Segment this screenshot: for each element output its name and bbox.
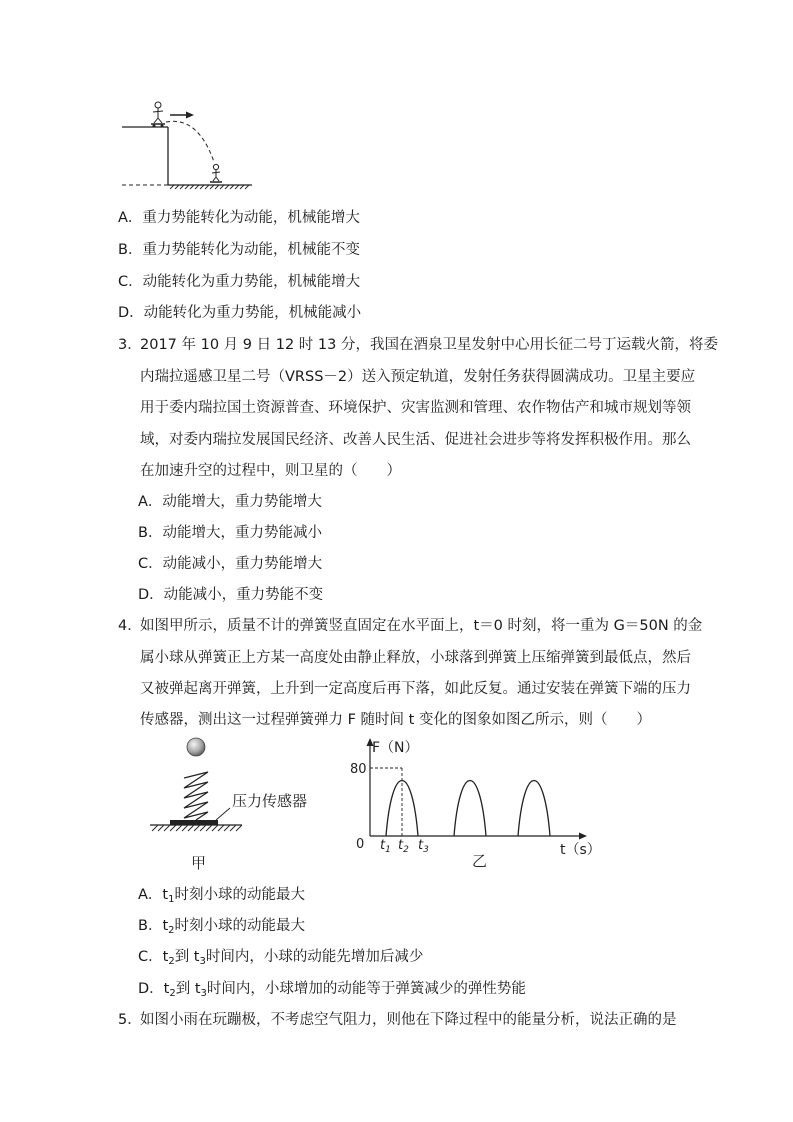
pressure-sensor bbox=[170, 820, 218, 825]
q3-option-c: C．动能减小，重力势能增大 bbox=[138, 556, 323, 572]
option-text: 时间内，小球的动能先增加后减少 bbox=[205, 949, 424, 965]
force-pulse-3 bbox=[518, 781, 550, 837]
q4-number: 4． bbox=[118, 618, 142, 634]
metal-ball bbox=[187, 738, 205, 756]
t1-subscript: 1 bbox=[385, 845, 391, 855]
q4-option-a bbox=[138, 883, 305, 905]
q3-text-line: 用于委内瑞拉国土资源普查、环境保护、灾害监测和管理、农作物估产和城市规划等领 bbox=[140, 400, 691, 416]
sensor-label: 压力传感器 bbox=[232, 792, 308, 810]
t3-label: t bbox=[418, 838, 424, 853]
option-prefix: B．t bbox=[138, 918, 169, 934]
q4-text-line: 又被弹起离开弹簧，上升到一定高度后再下落，如此反复。通过安装在弹簧下端的压力 bbox=[140, 681, 691, 697]
q5-number: 5． bbox=[118, 1012, 142, 1028]
subscript: 3 bbox=[200, 988, 207, 999]
option-prefix: D．t bbox=[138, 981, 170, 997]
subscript: 2 bbox=[168, 956, 175, 967]
q4-text-line: 传感器，测出这一过程弹簧弹力 F 随时间 t 变化的图象如图乙所示，则（ ） bbox=[140, 712, 651, 728]
q5-text-line: 如图小雨在玩蹦极，不考虑空气阻力，则他在下降过程中的能量分析，说法正确的是 bbox=[140, 1012, 677, 1028]
q4-option-b bbox=[138, 914, 305, 936]
q2-option-b: B．重力势能转化为动能，机械能不变 bbox=[118, 242, 360, 258]
svg-text:t1 bbox=[380, 838, 391, 855]
option-text: 时间内，小球增加的动能等于弹簧减少的弹性势能 bbox=[206, 981, 526, 997]
q3-text-line: 在加速升空的过程中，则卫星的（ ） bbox=[140, 463, 401, 479]
q4-option-c bbox=[138, 945, 423, 967]
t3-subscript: 3 bbox=[423, 845, 429, 855]
figure-caption-jia: 甲 bbox=[191, 854, 207, 872]
spring-sensor-figure bbox=[146, 732, 326, 872]
svg-text:t3 bbox=[418, 838, 429, 855]
subscript: 1 bbox=[168, 894, 175, 905]
q3-option-b: B．动能增大，重力势能减小 bbox=[138, 525, 322, 541]
option-mid: 到 t bbox=[174, 949, 200, 965]
q4-text-line: 属小球从弹簧正上方某一高度处由静止释放，小球落到弹簧上压缩弹簧到最低点，然后 bbox=[140, 650, 691, 666]
subscript: 3 bbox=[199, 956, 206, 967]
q3-text-line: 内瑞拉遥感卫星二号（VRSS－2）送入预定轨道，发射任务获得圆满成功。卫星主要应 bbox=[140, 369, 696, 385]
y-tick-label: 80 bbox=[350, 762, 367, 777]
svg-text:t2 bbox=[398, 838, 409, 855]
q2-option-a: A．重力势能转化为动能，机械能增大 bbox=[118, 210, 360, 226]
option-prefix: C．t bbox=[138, 949, 169, 965]
option-prefix: A．t bbox=[138, 887, 169, 903]
x-axis-label: t（s） bbox=[560, 842, 601, 858]
option-text: 时刻小球的动能最大 bbox=[174, 918, 306, 934]
q3-option-d: D．动能减小，重力势能不变 bbox=[138, 587, 324, 603]
origin-label: 0 bbox=[356, 837, 365, 852]
figure-caption-yi: 乙 bbox=[472, 852, 488, 870]
subscript: 2 bbox=[169, 988, 176, 999]
q3-text-line: 域，对委内瑞拉发展国民经济、改善人民生活、促进社会进步等将发挥积极作用。那么 bbox=[140, 432, 691, 448]
t1-label: t bbox=[380, 838, 386, 853]
option-text: 时刻小球的动能最大 bbox=[174, 887, 305, 903]
subscript: 2 bbox=[168, 925, 175, 936]
t2-subscript: 2 bbox=[403, 845, 409, 855]
spring bbox=[184, 772, 208, 820]
q4-option-d bbox=[138, 977, 526, 999]
force-time-graph bbox=[348, 732, 608, 872]
q2-option-d: D．动能转化为重力势能，机械能减小 bbox=[118, 305, 362, 321]
q2-option-c: C．动能转化为重力势能，机械能增大 bbox=[118, 274, 361, 290]
y-axis-label: F（N） bbox=[372, 740, 419, 756]
q3-number: 3． bbox=[118, 337, 142, 353]
option-mid: 到 t bbox=[175, 981, 201, 997]
force-pulse-2 bbox=[454, 781, 486, 837]
q4-text-line: 如图甲所示，质量不计的弹簧竖直固定在水平面上，t＝0 时刻，将一重为 G＝50N 的金 bbox=[140, 618, 703, 634]
q3-text-line: 2017 年 10 月 9 日 12 时 13 分，我国在酒泉卫星发射中心用长征二号丁运载火箭，将委 bbox=[140, 337, 718, 353]
q3-option-a: A．动能增大，重力势能增大 bbox=[138, 494, 322, 510]
skateboard-figure bbox=[118, 96, 258, 192]
t2-label: t bbox=[398, 838, 404, 853]
